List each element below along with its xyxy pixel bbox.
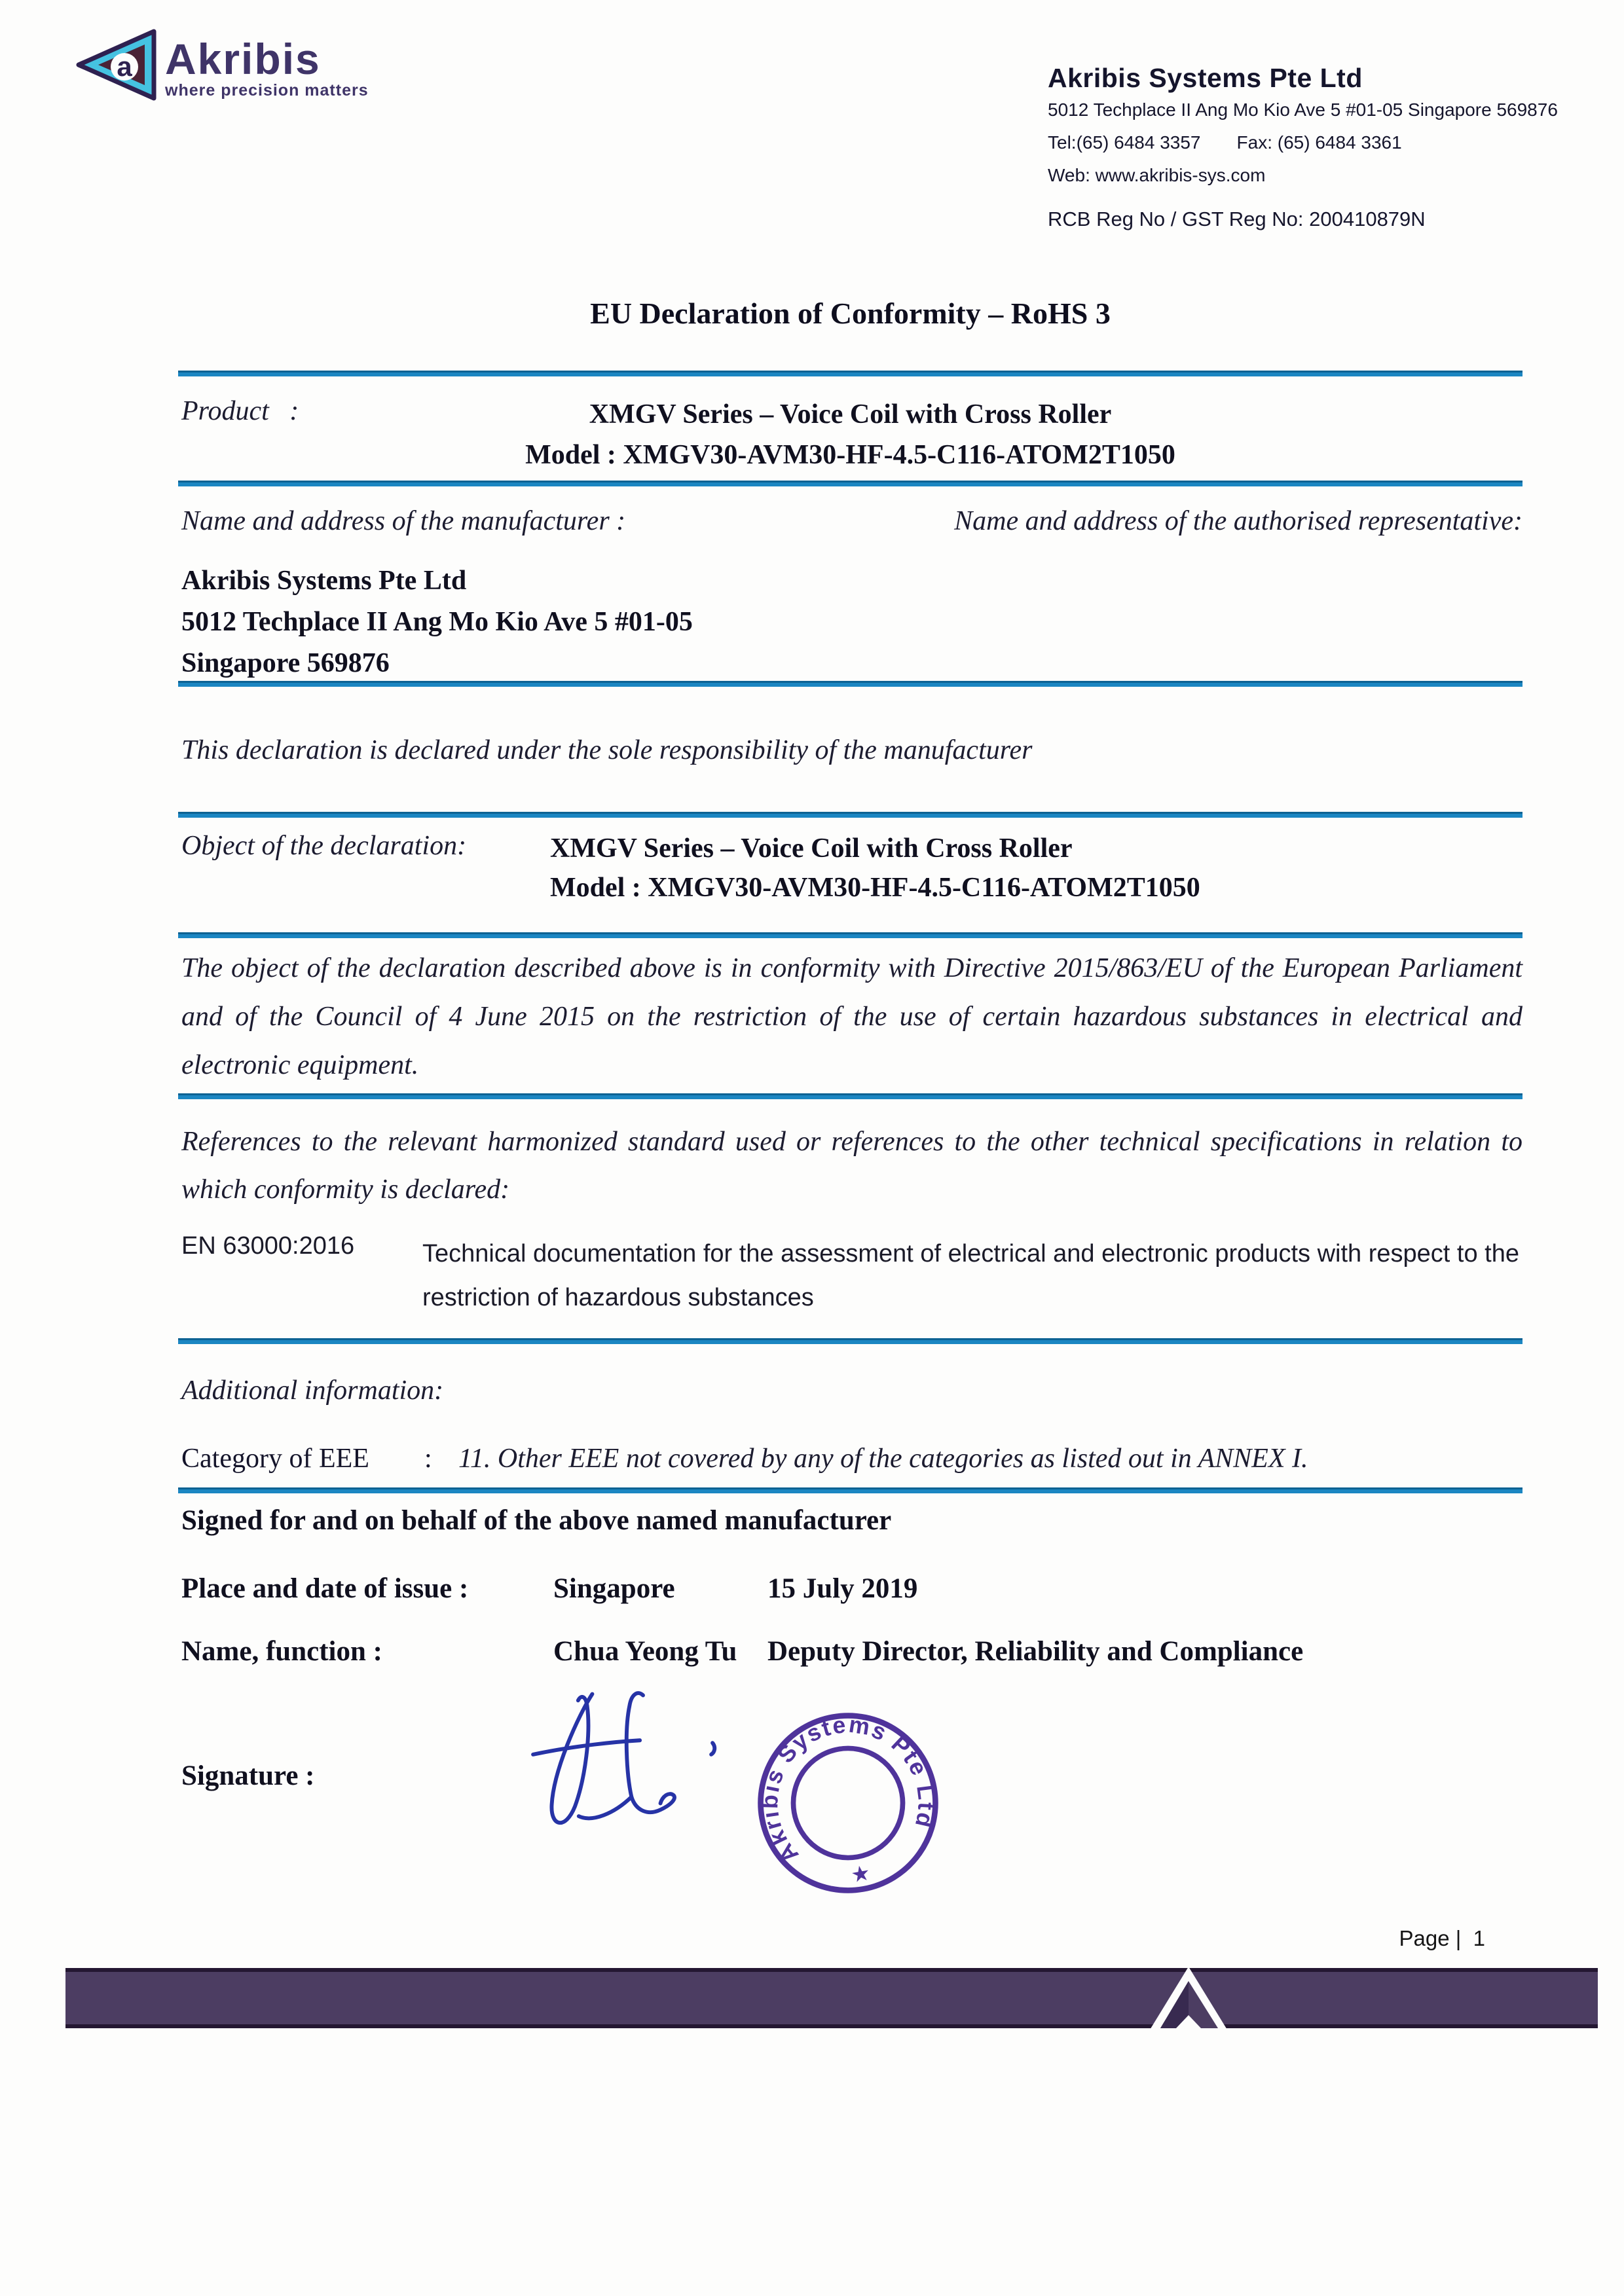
- company-name: Akribis Systems Pte Ltd: [1048, 63, 1363, 93]
- responsibility-statement: This declaration is declared under the sole responsibility of the manufacturer: [181, 735, 1033, 765]
- standard-code: EN 63000:2016: [181, 1232, 355, 1260]
- footer-bar: [65, 1968, 1598, 2028]
- authorised-representative-label: Name and address of the authorised representative:: [954, 506, 1522, 536]
- object-line1: XMGV Series – Voice Coil with Cross Roller: [550, 833, 1073, 864]
- manufacturer-name: Akribis Systems Pte Ltd: [181, 566, 467, 596]
- company-address: 5012 Techplace II Ang Mo Kio Ave 5 #01-05 Singapore 569876: [1048, 100, 1558, 120]
- product-line1: XMGV Series – Voice Coil with Cross Roller: [589, 399, 1112, 429]
- product-model: Model : XMGV30-AVM30-HF-4.5-C116-ATOM2T1050: [525, 440, 1175, 470]
- company-registration: RCB Reg No / GST Reg No: 200410879N: [1048, 208, 1426, 230]
- section-divider: [178, 1338, 1522, 1344]
- svg-text:Akribis Systems Pte Ltd: [750, 1709, 946, 1871]
- object-model: Model : XMGV30-AVM30-HF-4.5-C116-ATOM2T1050: [550, 873, 1200, 903]
- company-tel-fax: [1048, 126, 1545, 159]
- standard-description: Technical documentation for the assessment of electrical and electronic products with respect to the restriction of hazardous substances: [422, 1240, 1519, 1311]
- section-divider: [178, 932, 1522, 938]
- place-value: Singapore: [553, 1573, 675, 1604]
- name-function-label: Name, function :: [181, 1636, 382, 1667]
- signatory-name: Chua Yeong Tu: [553, 1636, 737, 1667]
- section-divider: [178, 812, 1522, 818]
- document-title: EU Declaration of Conformity – RoHS 3: [590, 297, 1111, 330]
- manufacturer-address-line2: Singapore 569876: [181, 648, 390, 678]
- company-web: Web: www.akribis-sys.com: [1048, 165, 1266, 185]
- object-description: [550, 829, 1200, 907]
- page-number: Page | 1: [1399, 1926, 1485, 1950]
- additional-information-label: Additional information:: [181, 1376, 444, 1406]
- conformity-statement: The object of the declaration described above is in conformity with Directive 2015/863/EU of the European Parliament and of the Council of 4 June 2015 on the restriction of the use of certain hazardous substances in electrical and electronic equipment.: [181, 953, 1522, 1080]
- logo-triangle-icon: [76, 29, 157, 101]
- category-of-eee-value: 11. Other EEE not covered by any of the categories as listed out in ANNEX I.: [458, 1444, 1308, 1474]
- signed-statement: Signed for and on behalf of the above named manufacturer: [181, 1505, 892, 1536]
- signatory-function: Deputy Director, Reliability and Compliance: [767, 1636, 1304, 1667]
- logo-brand: Akribis: [165, 35, 321, 83]
- place-date-label: Place and date of issue :: [181, 1573, 469, 1604]
- company-logo: [76, 29, 369, 101]
- manufacturer-label: Name and address of the manufacturer :: [181, 506, 626, 536]
- company-fax: Fax: (65) 6484 3361: [1236, 132, 1402, 153]
- category-colon: :: [424, 1444, 432, 1474]
- logo-text: [165, 29, 369, 100]
- manufacturer-address-block: [181, 560, 693, 684]
- company-stamp: [750, 1709, 946, 1897]
- manufacturer-address-line1: 5012 Techplace II Ang Mo Kio Ave 5 #01-05: [181, 607, 693, 637]
- section-divider: [178, 481, 1522, 486]
- section-divider: [178, 371, 1522, 376]
- logo-monogram: a: [117, 51, 132, 82]
- logo-tagline: where precision matters: [165, 81, 369, 100]
- footer-triangle-logo: [1133, 1967, 1242, 2036]
- section-divider: [178, 1093, 1522, 1099]
- stamp-text: Akribis Systems Pte Ltd: [756, 1711, 940, 1868]
- company-contact-block: [1048, 63, 1558, 231]
- category-of-eee-label: Category of EEE: [181, 1444, 369, 1474]
- signature-label: Signature :: [181, 1760, 315, 1791]
- handwritten-signature: [516, 1677, 735, 1857]
- stamp-star-icon: ★: [849, 1861, 872, 1888]
- product-label: Product :: [181, 396, 299, 426]
- company-tel: Tel:(65) 6484 3357: [1048, 132, 1201, 153]
- references-intro: References to the relevant harmonized standard used or references to the other technical specifications in relation to which conformity is declared:: [181, 1127, 1522, 1205]
- object-label: Object of the declaration:: [181, 831, 467, 861]
- product-description: [178, 394, 1522, 475]
- section-divider: [178, 1487, 1522, 1493]
- date-value: 15 July 2019: [767, 1573, 918, 1604]
